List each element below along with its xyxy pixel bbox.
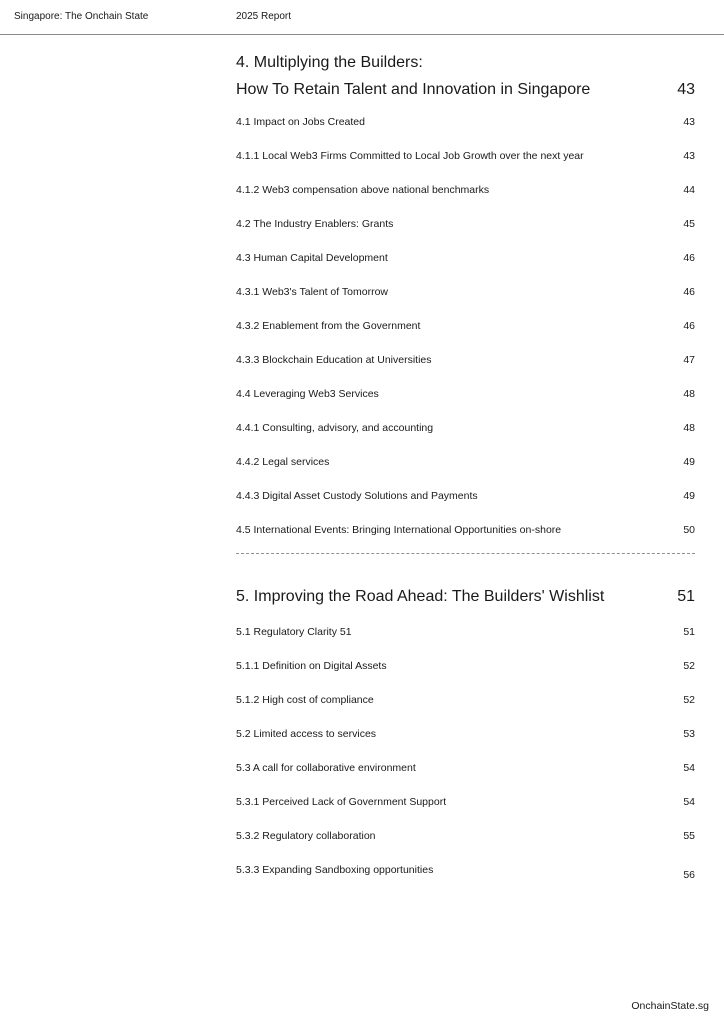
toc-entry-page: 54 [683,762,695,774]
toc-entry-label: 5.3.1 Perceived Lack of Government Support [236,796,447,808]
toc-entry-label: 4.1 Impact on Jobs Created [236,116,365,128]
footer-site[interactable]: OnchainState.sg [631,1000,709,1012]
toc-entry[interactable] [236,760,695,776]
toc-entry-label: 4.1.2 Web3 compensation above national benchmarks [236,184,490,196]
toc-entry-label: 5.3.3 Expanding Sandboxing opportunities [236,864,434,876]
toc-entry-page: 52 [683,694,695,706]
toc-entry[interactable] [236,658,695,674]
toc-entry-page: 46 [683,252,695,264]
toc-entry-page: 55 [683,830,695,842]
toc-entry-label: 4.5 International Events: Bringing International Opportunities on-shore [236,524,562,536]
report-label: 2025 Report [236,11,292,22]
toc-entry[interactable] [236,182,695,198]
toc-entry[interactable] [236,250,695,266]
toc-entry-page: 49 [683,456,695,468]
toc-entry[interactable] [236,420,695,436]
toc-entry-label: 4.4 Leveraging Web3 Services [236,388,379,400]
toc-entry-page: 48 [683,388,695,400]
toc-entry-label: 4.4.3 Digital Asset Custody Solutions and Payments [236,490,478,502]
toc-entry-page: 47 [683,354,695,366]
toc-entry-label: 5.2 Limited access to services [236,728,377,740]
toc-entry-page: 48 [683,422,695,434]
toc-entry-page: 53 [683,728,695,740]
toc-entry-label: 5.1 Regulatory Clarity 51 [236,626,352,638]
section-5-title: 5. Improving the Road Ahead: The Builders' Wishlist [236,588,605,605]
toc-entry-page: 56 [683,869,695,881]
toc-entry[interactable] [236,726,695,742]
section-divider [236,553,695,554]
toc-entry[interactable] [236,148,695,164]
page-header [0,0,724,35]
section-5-page: 51 [677,588,695,605]
section-4-page: 43 [677,81,695,98]
toc-entry-label: 4.4.1 Consulting, advisory, and accounting [236,422,434,434]
toc-entry-label: 4.3 Human Capital Development [236,252,388,264]
toc-entry-page: 46 [683,320,695,332]
toc-entry[interactable] [236,216,695,232]
toc-entry-label: 5.1.2 High cost of compliance [236,694,374,706]
toc-entry-page: 46 [683,286,695,298]
toc-entry-label: 5.3 A call for collaborative environment [236,762,416,774]
toc-entry-page: 49 [683,490,695,502]
toc-entry-page: 43 [683,116,695,128]
toc-entry-page: 51 [683,626,695,638]
toc-entry[interactable] [236,114,695,130]
toc-entry-page: 43 [683,150,695,162]
toc-entry[interactable] [236,692,695,708]
toc-entry[interactable] [236,454,695,470]
toc-entry-label: 5.1.1 Definition on Digital Assets [236,660,387,672]
toc-entry-page: 50 [683,524,695,536]
section-5-heading[interactable] [236,583,695,610]
toc-entry[interactable] [236,522,695,538]
toc-entry-page: 54 [683,796,695,808]
toc-entry[interactable] [236,794,695,810]
toc-entry-label: 4.1.1 Local Web3 Firms Committed to Local Job Growth over the next year [236,150,584,162]
toc-entry[interactable] [236,862,695,881]
toc-entry-label: 4.3.2 Enablement from the Government [236,320,421,332]
toc-entry-page: 52 [683,660,695,672]
toc-entry-label: 4.2 The Industry Enablers: Grants [236,218,394,230]
toc-entry[interactable] [236,352,695,368]
toc-entry[interactable] [236,318,695,334]
toc-entry[interactable] [236,386,695,402]
section-4-title-line2: How To Retain Talent and Innovation in Singapore [236,81,591,98]
toc-entry[interactable] [236,828,695,844]
section-4-title-line1: 4. Multiplying the Builders: [236,54,423,71]
toc-entry-page: 45 [683,218,695,230]
toc-entry-label: 4.3.1 Web3's Talent of Tomorrow [236,286,389,298]
toc-entry-page: 44 [683,184,695,196]
toc-entry-label: 4.4.2 Legal services [236,456,330,468]
toc-entry[interactable] [236,624,695,640]
toc-entry-label: 5.3.2 Regulatory collaboration [236,830,376,842]
toc-entry[interactable] [236,488,695,504]
toc-entry[interactable] [236,284,695,300]
toc-entry-label: 4.3.3 Blockchain Education at Universities [236,354,432,366]
doc-title: Singapore: The Onchain State [14,11,149,22]
section-4-heading[interactable] [236,49,695,103]
